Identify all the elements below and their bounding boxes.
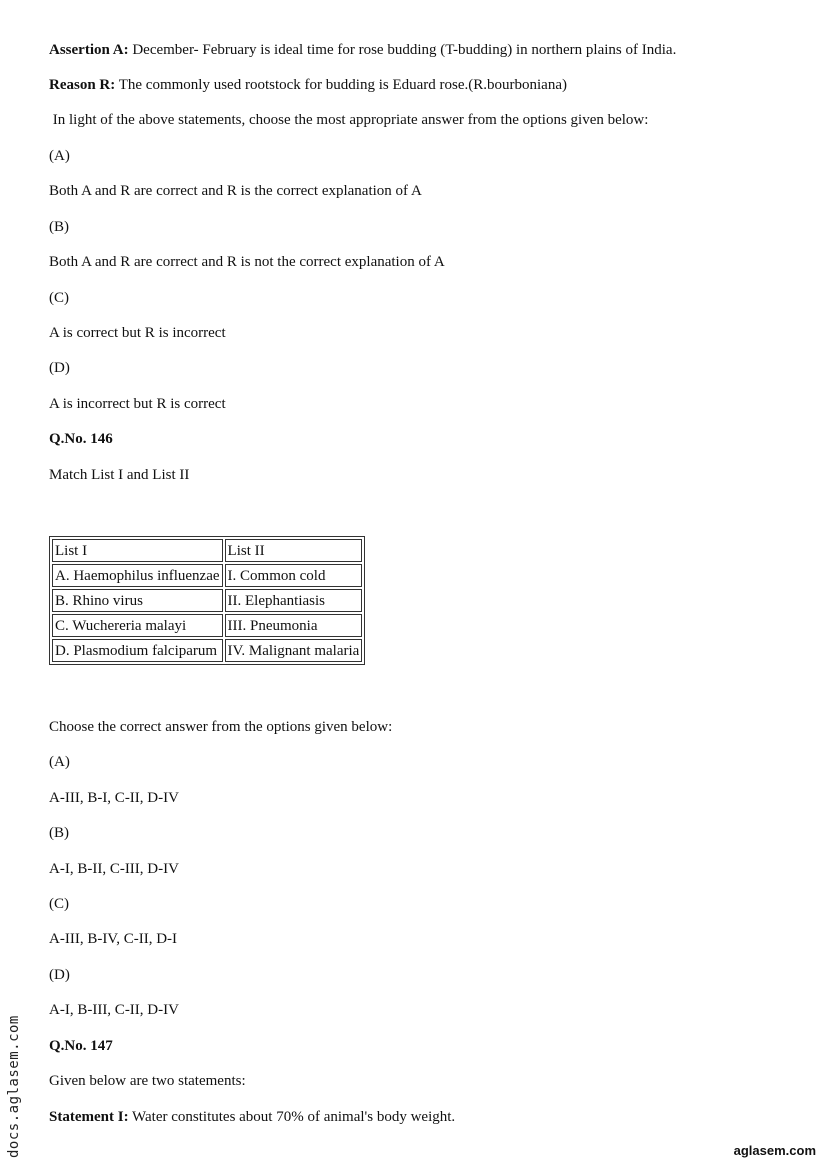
q145-option-a-text: Both A and R are correct and R is the correct explanation of A: [49, 183, 422, 199]
q146-prompt: Match List I and List II: [49, 467, 190, 483]
table-header-list1: List I: [52, 539, 223, 562]
q145-option-c-text: A is correct but R is incorrect: [49, 325, 226, 341]
q146-option-d-letter: (D): [49, 967, 70, 983]
assertion-text: December- February is ideal time for rose budding (T-budding) in northern plains of India.: [128, 42, 677, 58]
table-row: [52, 564, 362, 587]
table-cell: III. Pneumonia: [225, 614, 363, 637]
table-header-list2: List II: [225, 539, 363, 562]
table-cell: IV. Malignant malaria: [225, 639, 363, 662]
reason-line: [49, 76, 567, 94]
assertion-label: Assertion A:: [49, 42, 129, 58]
q147-intro: Given below are two statements:: [49, 1073, 246, 1089]
q145-option-b-letter: (B): [49, 219, 69, 235]
q145-option-a-letter: (A): [49, 148, 70, 164]
q146-option-c-letter: (C): [49, 896, 69, 912]
table-cell: I. Common cold: [225, 564, 363, 587]
table-cell: B. Rhino virus: [52, 589, 223, 612]
q145-option-c-letter: (C): [49, 290, 69, 306]
q146-number: Q.No. 146: [49, 431, 113, 447]
statement1-text: Water constitutes about 70% of animal's body weight.: [128, 1109, 456, 1125]
q147-number: Q.No. 147: [49, 1038, 113, 1054]
table-row: [52, 614, 362, 637]
table-row: [52, 589, 362, 612]
q146-instruction: Choose the correct answer from the options given below:: [49, 719, 393, 735]
side-watermark: docs.aglasem.com: [6, 1015, 22, 1158]
q146-option-c-text: A-III, B-IV, C-II, D-I: [49, 931, 178, 947]
q145-option-d-letter: (D): [49, 360, 70, 376]
statement1-label: Statement I:: [49, 1109, 129, 1125]
statement1-line: [49, 1108, 455, 1126]
table-cell: D. Plasmodium falciparum: [52, 639, 223, 662]
table-cell: II. Elephantiasis: [225, 589, 363, 612]
brand-watermark: aglasem.com: [733, 1143, 816, 1158]
q145-option-b-text: Both A and R are correct and R is not the correct explanation of A: [49, 254, 445, 270]
match-table: [49, 536, 365, 665]
q146-option-d-text: A-I, B-III, C-II, D-IV: [49, 1002, 179, 1018]
q146-option-a-text: A-III, B-I, C-II, D-IV: [49, 790, 179, 806]
q146-option-a-letter: (A): [49, 754, 70, 770]
table-cell: A. Haemophilus influenzae: [52, 564, 223, 587]
q146-option-b-text: A-I, B-II, C-III, D-IV: [49, 861, 179, 877]
reason-text: The commonly used rootstock for budding is Eduard rose.(R.bourboniana): [115, 77, 567, 93]
assertion-line: [49, 41, 676, 59]
table-cell: C. Wuchereria malayi: [52, 614, 223, 637]
q145-instruction: In light of the above statements, choose the most appropriate answer from the options given below:: [49, 112, 649, 128]
reason-label: Reason R:: [49, 77, 116, 93]
q146-option-b-letter: (B): [49, 825, 69, 841]
table-row: [52, 639, 362, 662]
q145-option-d-text: A is incorrect but R is correct: [49, 396, 226, 412]
table-header-row: [52, 539, 362, 562]
